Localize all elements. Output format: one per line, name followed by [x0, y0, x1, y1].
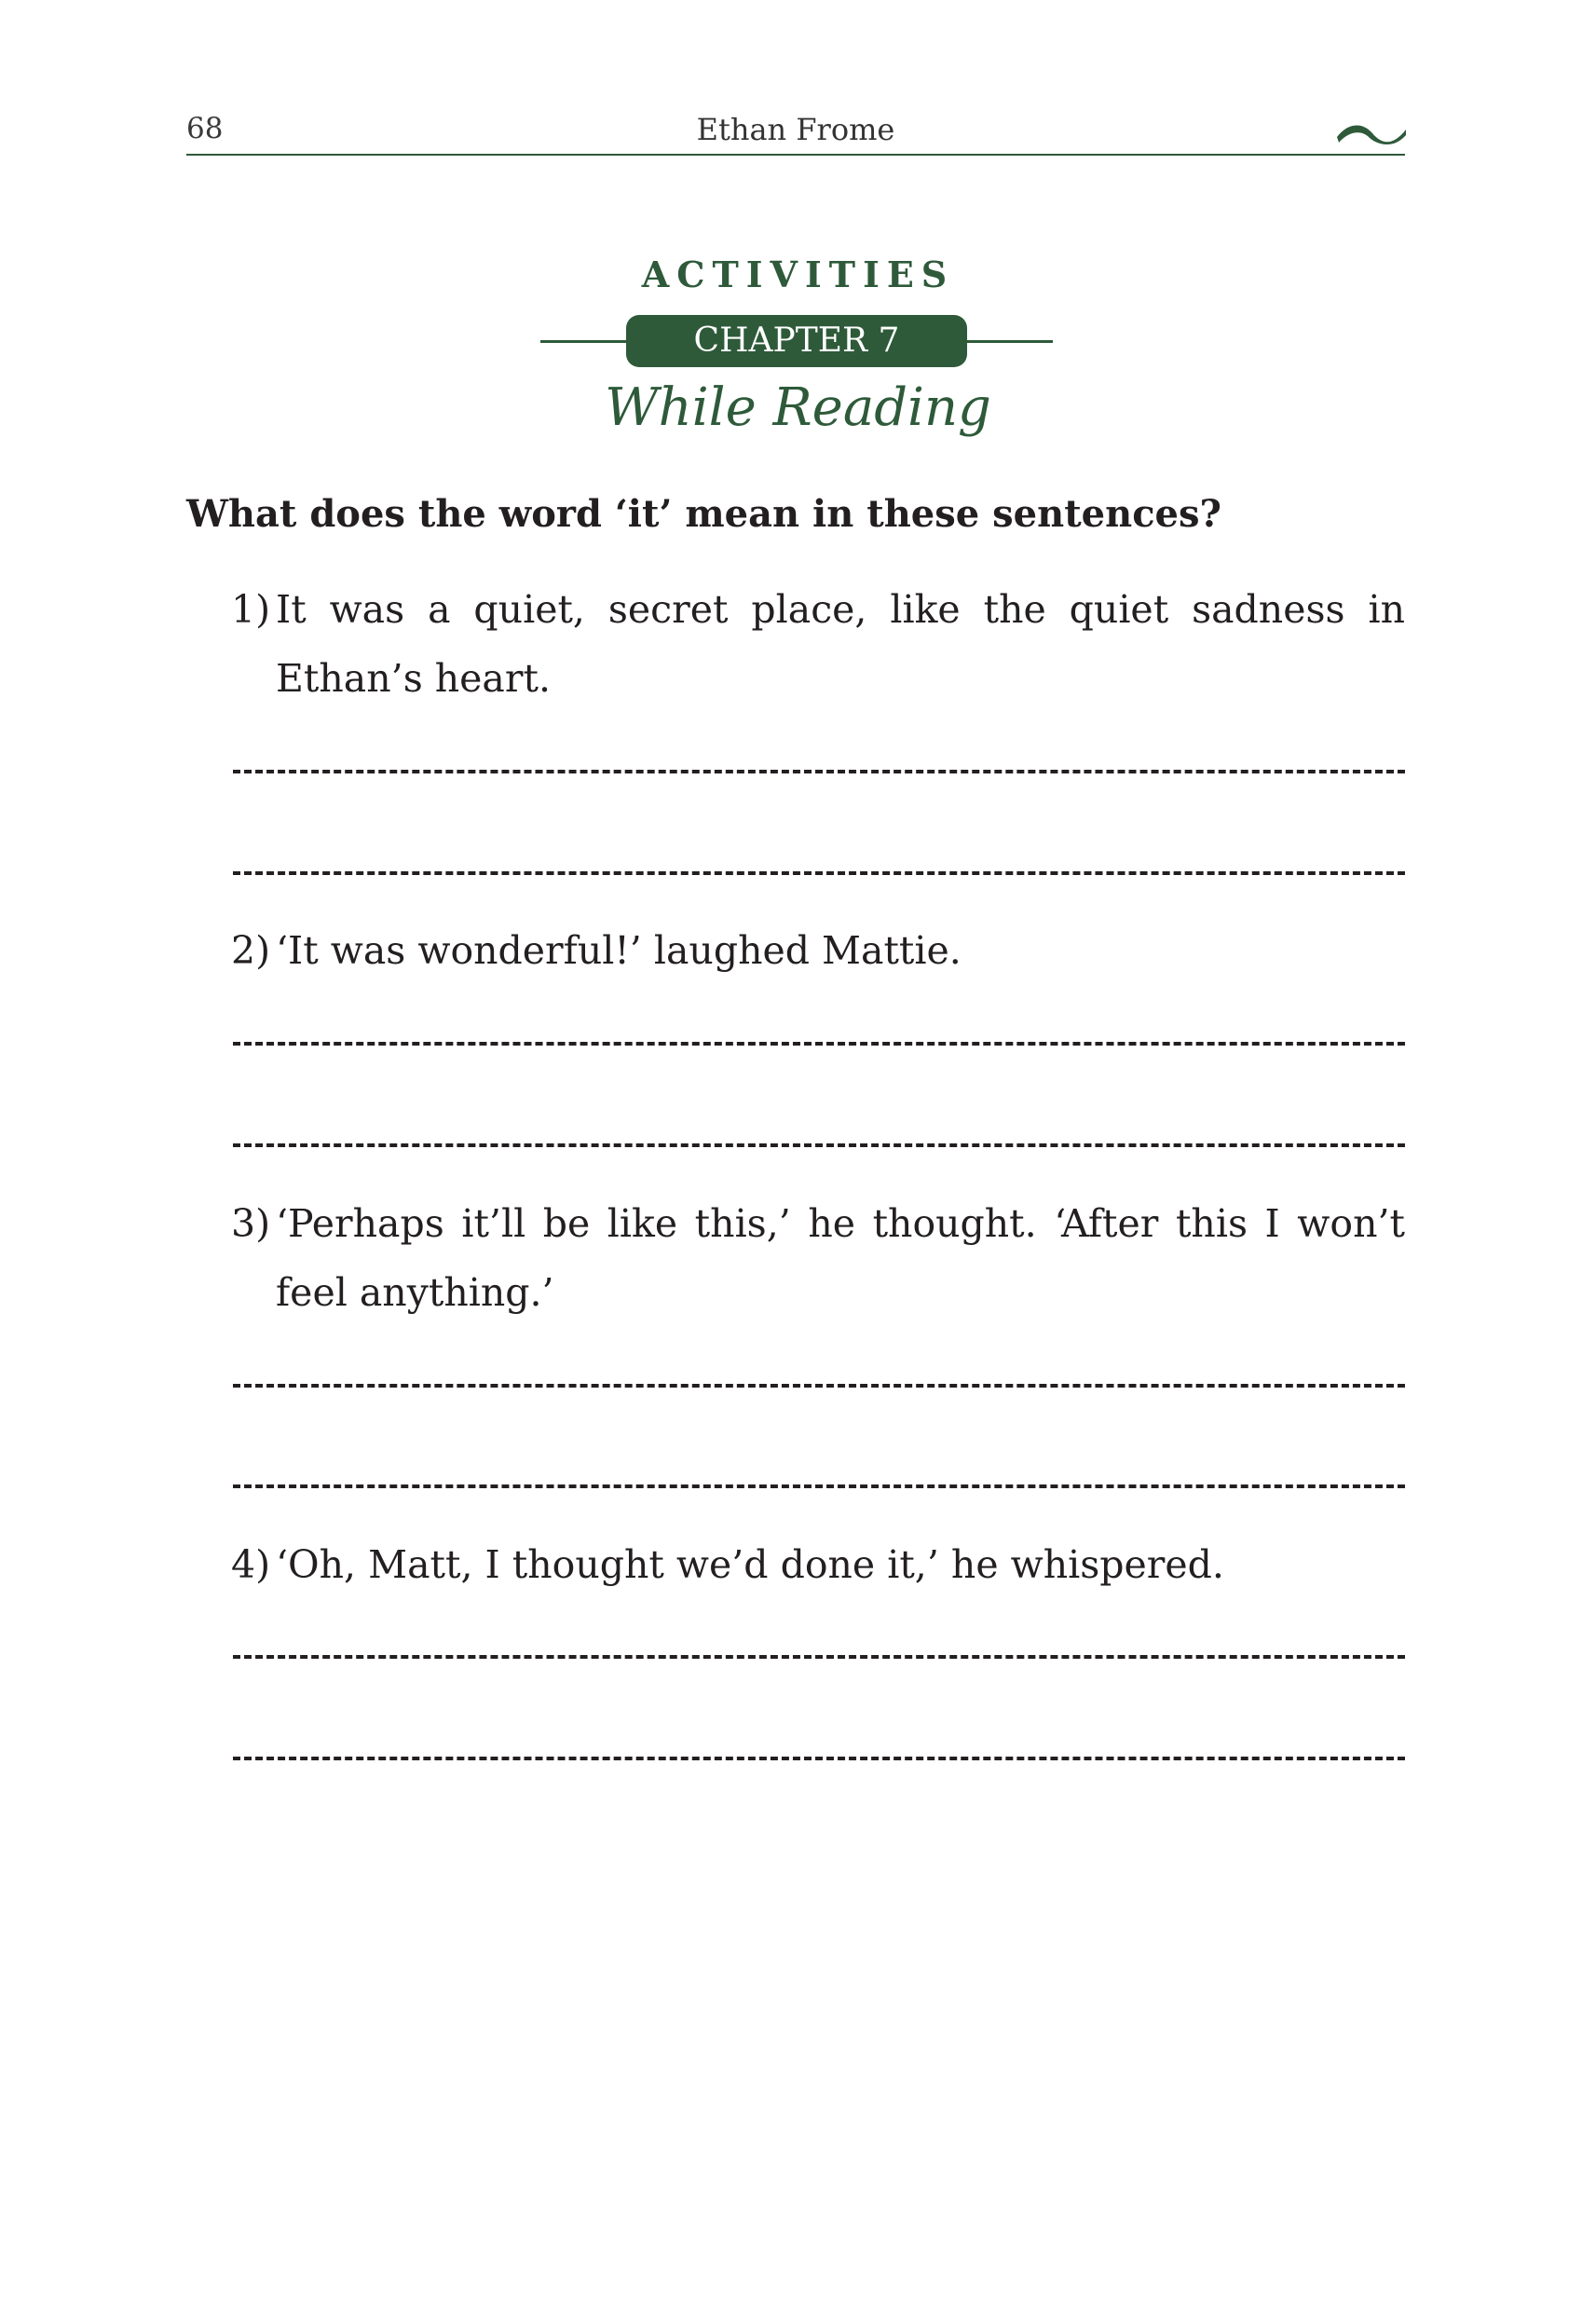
header-rule: [186, 154, 1405, 156]
item-number: 4): [231, 1542, 271, 1587]
answer-line[interactable]: [233, 1384, 1405, 1388]
chapter-label: CHAPTER 7: [626, 315, 967, 367]
answer-line[interactable]: [233, 871, 1405, 875]
running-title: Ethan Frome: [696, 112, 895, 147]
item-number: 1): [231, 587, 271, 632]
item-text: ‘Oh, Matt, I thought we’d done it,’ he whispered.: [276, 1542, 1224, 1587]
list-item: [231, 575, 1405, 713]
item-text: ‘Perhaps it’ll be like this,’ he thought. ‘After this I won’t feel anything.’: [276, 1201, 1405, 1315]
divider-left: [540, 340, 626, 343]
list-item: [231, 1189, 1405, 1327]
answer-line[interactable]: [233, 1757, 1405, 1760]
chapter-banner: [540, 315, 1053, 367]
answer-line[interactable]: [233, 1484, 1405, 1488]
activities-heading: ACTIVITIES: [641, 253, 955, 295]
list-item: [231, 1530, 1405, 1599]
item-number: 3): [231, 1201, 271, 1246]
answer-line[interactable]: [233, 1655, 1405, 1659]
section-subtitle: While Reading: [605, 377, 991, 438]
page-number: 68: [186, 112, 224, 145]
page-header: [186, 112, 1405, 154]
answer-line[interactable]: [233, 1143, 1405, 1147]
divider-right: [967, 340, 1053, 343]
item-text: It was a quiet, secret place, like the quiet sadness in Ethan’s heart.: [276, 587, 1405, 701]
list-item: [231, 916, 1405, 985]
swash-icon: [1335, 116, 1408, 152]
answer-line[interactable]: [233, 770, 1405, 773]
question-prompt: What does the word ‘it’ mean in these sentences?: [186, 492, 1221, 536]
item-number: 2): [231, 928, 271, 973]
answer-line[interactable]: [233, 1042, 1405, 1046]
item-text: ‘It was wonderful!’ laughed Mattie.: [276, 928, 962, 973]
